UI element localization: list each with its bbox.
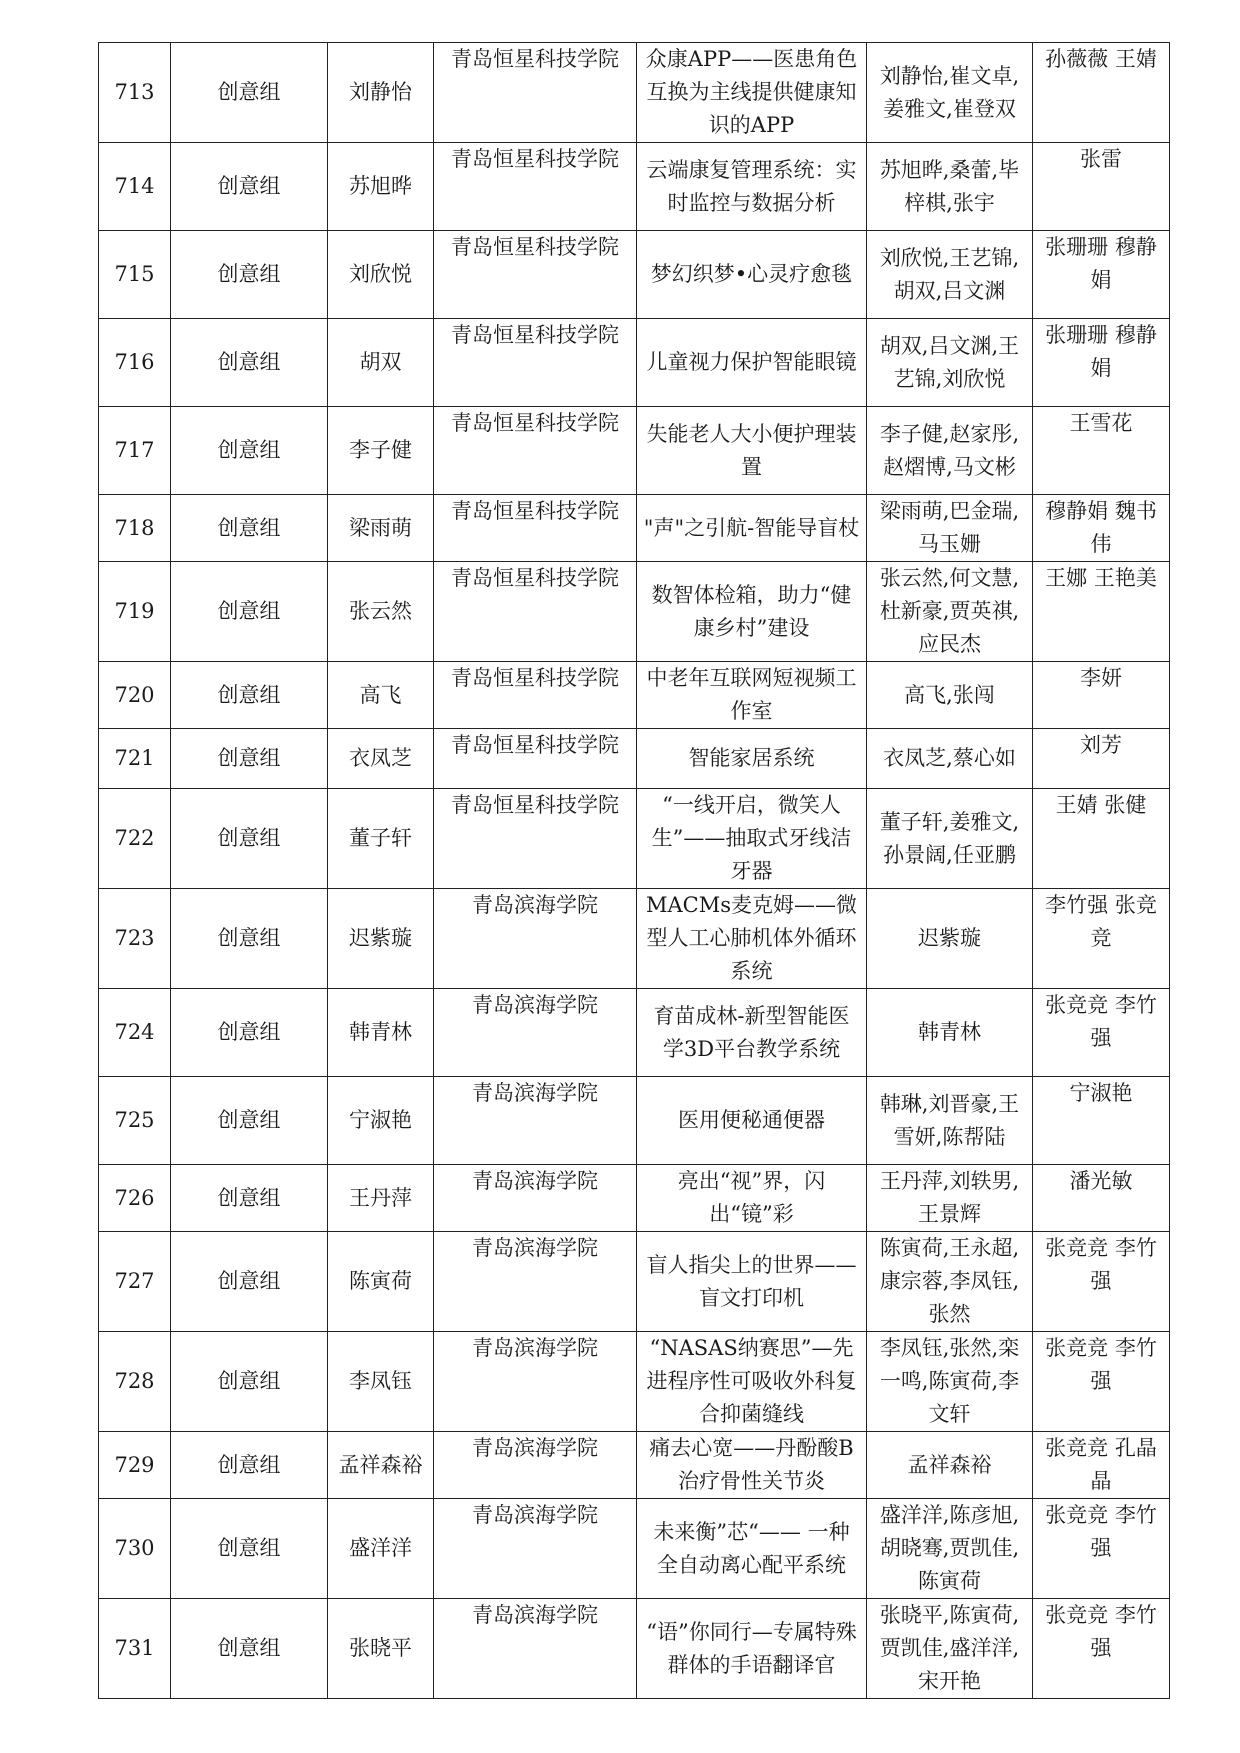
entry-group: 创意组 <box>171 1332 328 1432</box>
entry-members: 盛洋洋,陈彦旭,胡晓骞,贾凯佳,陈寅荷 <box>867 1499 1033 1599</box>
entry-school: 青岛滨海学院 <box>434 989 637 1077</box>
entry-leader: 苏旭晔 <box>328 143 434 231</box>
entry-advisors: 张雷 <box>1033 143 1170 231</box>
entry-number: 718 <box>99 495 171 562</box>
table-row <box>99 1165 1170 1232</box>
entry-advisors: 孙薇薇 王婧 <box>1033 43 1170 143</box>
entry-members: 刘欣悦,王艺锦,胡双,吕文渊 <box>867 231 1033 319</box>
entry-school: 青岛恒星科技学院 <box>434 662 637 729</box>
entry-advisors: 王婧 张健 <box>1033 789 1170 889</box>
entry-advisors: 张竞竞 李竹强 <box>1033 1232 1170 1332</box>
entry-leader: 张晓平 <box>328 1599 434 1699</box>
table-row <box>99 1599 1170 1699</box>
entry-leader: 梁雨萌 <box>328 495 434 562</box>
entry-group: 创意组 <box>171 495 328 562</box>
entry-number: 725 <box>99 1077 171 1165</box>
entry-school: 青岛滨海学院 <box>434 1232 637 1332</box>
entry-members: 胡双,吕文渊,王艺锦,刘欣悦 <box>867 319 1033 407</box>
entry-advisors: 张竞竞 李竹强 <box>1033 1599 1170 1699</box>
entry-group: 创意组 <box>171 319 328 407</box>
entry-group: 创意组 <box>171 989 328 1077</box>
results-table <box>98 42 1170 1699</box>
entry-project: 儿童视力保护智能眼镜 <box>637 319 867 407</box>
entry-number: 722 <box>99 789 171 889</box>
entry-leader: 张云然 <box>328 562 434 662</box>
table-row <box>99 889 1170 989</box>
table-row <box>99 407 1170 495</box>
entry-number: 716 <box>99 319 171 407</box>
entry-school: 青岛恒星科技学院 <box>434 495 637 562</box>
entry-school: 青岛滨海学院 <box>434 1077 637 1165</box>
entry-number: 724 <box>99 989 171 1077</box>
entry-leader: 董子轩 <box>328 789 434 889</box>
entry-school: 青岛恒星科技学院 <box>434 407 637 495</box>
entry-number: 728 <box>99 1332 171 1432</box>
entry-school: 青岛恒星科技学院 <box>434 789 637 889</box>
entry-number: 714 <box>99 143 171 231</box>
entry-members: 王丹萍,刘轶男,王景辉 <box>867 1165 1033 1232</box>
entry-leader: 迟紫璇 <box>328 889 434 989</box>
table-row <box>99 789 1170 889</box>
table-row <box>99 729 1170 789</box>
entry-advisors: 王雪花 <box>1033 407 1170 495</box>
table-row <box>99 319 1170 407</box>
entry-group: 创意组 <box>171 789 328 889</box>
entry-project: 未来衡”芯“—— 一种全自动离心配平系统 <box>637 1499 867 1599</box>
entry-members: 李凤钰,张然,栾一鸣,陈寅荷,李文轩 <box>867 1332 1033 1432</box>
entry-leader: 陈寅荷 <box>328 1232 434 1332</box>
table-body <box>99 43 1170 1699</box>
entry-project: 失能老人大小便护理装置 <box>637 407 867 495</box>
entry-group: 创意组 <box>171 662 328 729</box>
entry-advisors: 张竞竞 李竹强 <box>1033 1332 1170 1432</box>
table-row <box>99 1332 1170 1432</box>
entry-members: 韩琳,刘晋豪,王雪妍,陈帮陆 <box>867 1077 1033 1165</box>
entry-leader: 盛洋洋 <box>328 1499 434 1599</box>
entry-leader: 韩青林 <box>328 989 434 1077</box>
entry-group: 创意组 <box>171 407 328 495</box>
table-row <box>99 231 1170 319</box>
entry-school: 青岛滨海学院 <box>434 1599 637 1699</box>
entry-group: 创意组 <box>171 1165 328 1232</box>
entry-project: MACMs麦克姆——微型人工心肺机体外循环系统 <box>637 889 867 989</box>
entry-number: 731 <box>99 1599 171 1699</box>
entry-project: 育苗成林-新型智能医学3D平台教学系统 <box>637 989 867 1077</box>
entry-school: 青岛恒星科技学院 <box>434 729 637 789</box>
entry-advisors: 刘芳 <box>1033 729 1170 789</box>
table-row <box>99 989 1170 1077</box>
entry-school: 青岛恒星科技学院 <box>434 319 637 407</box>
entry-leader: 胡双 <box>328 319 434 407</box>
entry-leader: 孟祥森裕 <box>328 1432 434 1499</box>
entry-members: 董子轩,姜雅文,孙景阔,任亚鹏 <box>867 789 1033 889</box>
entry-leader: 高飞 <box>328 662 434 729</box>
entry-group: 创意组 <box>171 562 328 662</box>
entry-project: “语”你同行—专属特殊群体的手语翻译官 <box>637 1599 867 1699</box>
entry-group: 创意组 <box>171 231 328 319</box>
entry-leader: 李子健 <box>328 407 434 495</box>
entry-project: 盲人指尖上的世界——盲文打印机 <box>637 1232 867 1332</box>
entry-leader: 衣凤芝 <box>328 729 434 789</box>
entry-members: 刘静怡,崔文卓,姜雅文,崔登双 <box>867 43 1033 143</box>
table-row <box>99 1432 1170 1499</box>
entry-members: 张晓平,陈寅荷,贾凯佳,盛洋洋,宋开艳 <box>867 1599 1033 1699</box>
entry-advisors: 张竞竞 李竹强 <box>1033 1499 1170 1599</box>
entry-school: 青岛恒星科技学院 <box>434 143 637 231</box>
entry-number: 730 <box>99 1499 171 1599</box>
entry-group: 创意组 <box>171 1499 328 1599</box>
entry-group: 创意组 <box>171 1432 328 1499</box>
entry-members: 韩青林 <box>867 989 1033 1077</box>
entry-leader: 王丹萍 <box>328 1165 434 1232</box>
entry-group: 创意组 <box>171 729 328 789</box>
table-row <box>99 1499 1170 1599</box>
table-row <box>99 1077 1170 1165</box>
entry-group: 创意组 <box>171 43 328 143</box>
entry-members: 迟紫璇 <box>867 889 1033 989</box>
table-row <box>99 43 1170 143</box>
entry-project: "声"之引航-智能导盲杖 <box>637 495 867 562</box>
table-row <box>99 495 1170 562</box>
entry-group: 创意组 <box>171 143 328 231</box>
entry-members: 苏旭晔,桑蕾,毕梓棋,张宇 <box>867 143 1033 231</box>
entry-project: “NASAS纳赛思”—先进程序性可吸收外科复合抑菌缝线 <box>637 1332 867 1432</box>
table-row <box>99 662 1170 729</box>
entry-leader: 刘静怡 <box>328 43 434 143</box>
entry-project: 梦幻织梦•心灵疗愈毯 <box>637 231 867 319</box>
entry-number: 729 <box>99 1432 171 1499</box>
entry-members: 张云然,何文慧,杜新豪,贾英祺,应民杰 <box>867 562 1033 662</box>
entry-number: 727 <box>99 1232 171 1332</box>
entry-number: 719 <box>99 562 171 662</box>
entry-advisors: 宁淑艳 <box>1033 1077 1170 1165</box>
table-row <box>99 1232 1170 1332</box>
entry-group: 创意组 <box>171 1077 328 1165</box>
entry-leader: 李凤钰 <box>328 1332 434 1432</box>
entry-advisors: 李妍 <box>1033 662 1170 729</box>
entry-project: 智能家居系统 <box>637 729 867 789</box>
entry-group: 创意组 <box>171 1599 328 1699</box>
entry-members: 衣凤芝,蔡心如 <box>867 729 1033 789</box>
entry-number: 721 <box>99 729 171 789</box>
entry-advisors: 穆静娟 魏书伟 <box>1033 495 1170 562</box>
entry-project: 医用便秘通便器 <box>637 1077 867 1165</box>
entry-project: 痛去心宽——丹酚酸B治疗骨性关节炎 <box>637 1432 867 1499</box>
entry-school: 青岛恒星科技学院 <box>434 43 637 143</box>
entry-members: 高飞,张闯 <box>867 662 1033 729</box>
entry-advisors: 张珊珊 穆静娟 <box>1033 231 1170 319</box>
entry-number: 720 <box>99 662 171 729</box>
entry-school: 青岛滨海学院 <box>434 1499 637 1599</box>
entry-group: 创意组 <box>171 1232 328 1332</box>
table-row <box>99 562 1170 662</box>
entry-number: 715 <box>99 231 171 319</box>
entry-school: 青岛滨海学院 <box>434 1165 637 1232</box>
entry-school: 青岛滨海学院 <box>434 1332 637 1432</box>
entry-project: 众康APP——医患角色互换为主线提供健康知识的APP <box>637 43 867 143</box>
entry-school: 青岛滨海学院 <box>434 889 637 989</box>
entry-members: 孟祥森裕 <box>867 1432 1033 1499</box>
entry-group: 创意组 <box>171 889 328 989</box>
entry-advisors: 张珊珊 穆静娟 <box>1033 319 1170 407</box>
entry-leader: 刘欣悦 <box>328 231 434 319</box>
entry-number: 713 <box>99 43 171 143</box>
entry-advisors: 潘光敏 <box>1033 1165 1170 1232</box>
entry-number: 723 <box>99 889 171 989</box>
entry-school: 青岛恒星科技学院 <box>434 231 637 319</box>
entry-advisors: 张竞竞 李竹强 <box>1033 989 1170 1077</box>
entry-project: 亮出“视”界，闪出“镜”彩 <box>637 1165 867 1232</box>
entry-project: “一线开启，微笑人生”——抽取式牙线洁牙器 <box>637 789 867 889</box>
entry-advisors: 王娜 王艳美 <box>1033 562 1170 662</box>
table-row <box>99 143 1170 231</box>
entry-advisors: 李竹强 张竞竞 <box>1033 889 1170 989</box>
entry-project: 数智体检箱，助力“健康乡村”建设 <box>637 562 867 662</box>
entry-leader: 宁淑艳 <box>328 1077 434 1165</box>
entry-members: 梁雨萌,巴金瑞,马玉姗 <box>867 495 1033 562</box>
entry-number: 717 <box>99 407 171 495</box>
entry-advisors: 张竞竞 孔晶晶 <box>1033 1432 1170 1499</box>
entry-members: 陈寅荷,王永超,康宗蓉,李凤钰,张然 <box>867 1232 1033 1332</box>
entry-number: 726 <box>99 1165 171 1232</box>
entry-members: 李子健,赵家彤,赵熠博,马文彬 <box>867 407 1033 495</box>
entry-project: 中老年互联网短视频工作室 <box>637 662 867 729</box>
entry-school: 青岛恒星科技学院 <box>434 562 637 662</box>
entry-school: 青岛滨海学院 <box>434 1432 637 1499</box>
entry-project: 云端康复管理系统：实时监控与数据分析 <box>637 143 867 231</box>
